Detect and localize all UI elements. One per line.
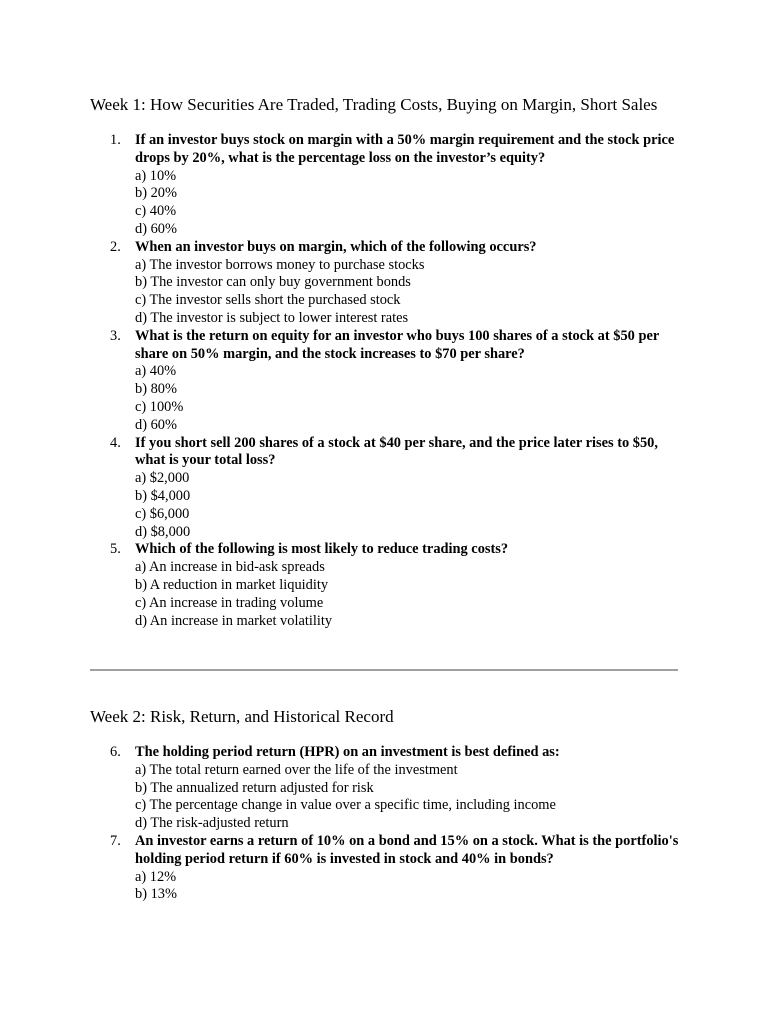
option-c: c) 100% [135,398,184,415]
question-number: 3. [110,327,121,344]
option-c: c) The percentage change in value over a specific time, including income [135,797,556,814]
option-b: b) A reduction in market liquidity [135,576,329,593]
option-a: a) The total return earned over the life of the investment [135,761,458,778]
question-5 [90,541,680,630]
option-b: b) 80% [135,381,177,398]
option-d: d) The risk-adjusted return [135,815,289,832]
option-d: d) 60% [135,416,177,433]
option-b: b) 20% [135,185,177,202]
option-a: a) 10% [135,167,177,184]
question-7 [90,833,680,904]
option-a: a) 40% [135,363,177,380]
question-number: 2. [110,238,121,255]
option-a: a) The investor borrows money to purchase stocks [135,256,425,273]
week1-question-list [90,132,680,630]
option-b: b) 13% [135,886,177,903]
option-b: b) $4,000 [135,487,191,504]
question-text: When an investor buys on margin, which of the following occurs? [135,238,537,255]
option-b: b) The annualized return adjusted for risk [135,779,374,796]
option-d: d) An increase in market volatility [135,612,333,629]
option-c: c) The investor sells short the purchased stock [135,292,401,309]
option-a: a) $2,000 [135,470,190,487]
week2-title: Week 2: Risk, Return, and Historical Record [90,707,394,726]
question-4 [90,435,680,542]
section-divider [90,669,678,671]
week1-title: Week 1: How Securities Are Traded, Trading Costs, Buying on Margin, Short Sales [90,95,658,114]
option-d: d) 60% [135,220,177,237]
question-2 [90,239,680,328]
week1-section [90,94,680,630]
question-6 [90,744,680,833]
question-number: 7. [110,832,121,849]
question-number: 6. [110,744,121,760]
question-1 [90,132,680,239]
option-c: c) An increase in trading volume [135,594,324,611]
option-a: a) An increase in bid-ask spreads [135,559,325,576]
question-text: The holding period return (HPR) on an investment is best defined as: [135,744,560,760]
question-text: An investor earns a return of 10% on a bond and 15% on a stock. What is the portfolio's holding period return if 60% is invested in stock and 40% in bonds? [135,832,679,867]
question-text: Which of the following is most likely to reduce trading costs? [135,541,509,558]
question-text: If you short sell 200 shares of a stock at $40 per share, and the price later rises to $50, what is your total loss? [135,434,658,469]
option-b: b) The investor can only buy government bonds [135,274,411,291]
question-3 [90,328,680,435]
question-text: What is the return on equity for an investor who buys 100 shares of a stock at $50 per share on 50% margin, and the stock increases to $70 per share? [135,327,659,362]
option-a: a) 12% [135,868,177,885]
question-number: 1. [110,132,121,148]
week2-section [90,706,680,904]
option-d: d) The investor is subject to lower interest rates [135,309,409,326]
option-d: d) $8,000 [135,523,191,540]
question-number: 5. [110,541,121,558]
option-c: c) 40% [135,203,177,220]
question-number: 4. [110,434,121,451]
option-c: c) $6,000 [135,505,190,522]
question-text: If an investor buys stock on margin with a 50% margin requirement and the stock price drops by 20%, what is the percentage loss on the investor’s equity? [135,132,675,166]
week2-question-list [90,744,680,904]
